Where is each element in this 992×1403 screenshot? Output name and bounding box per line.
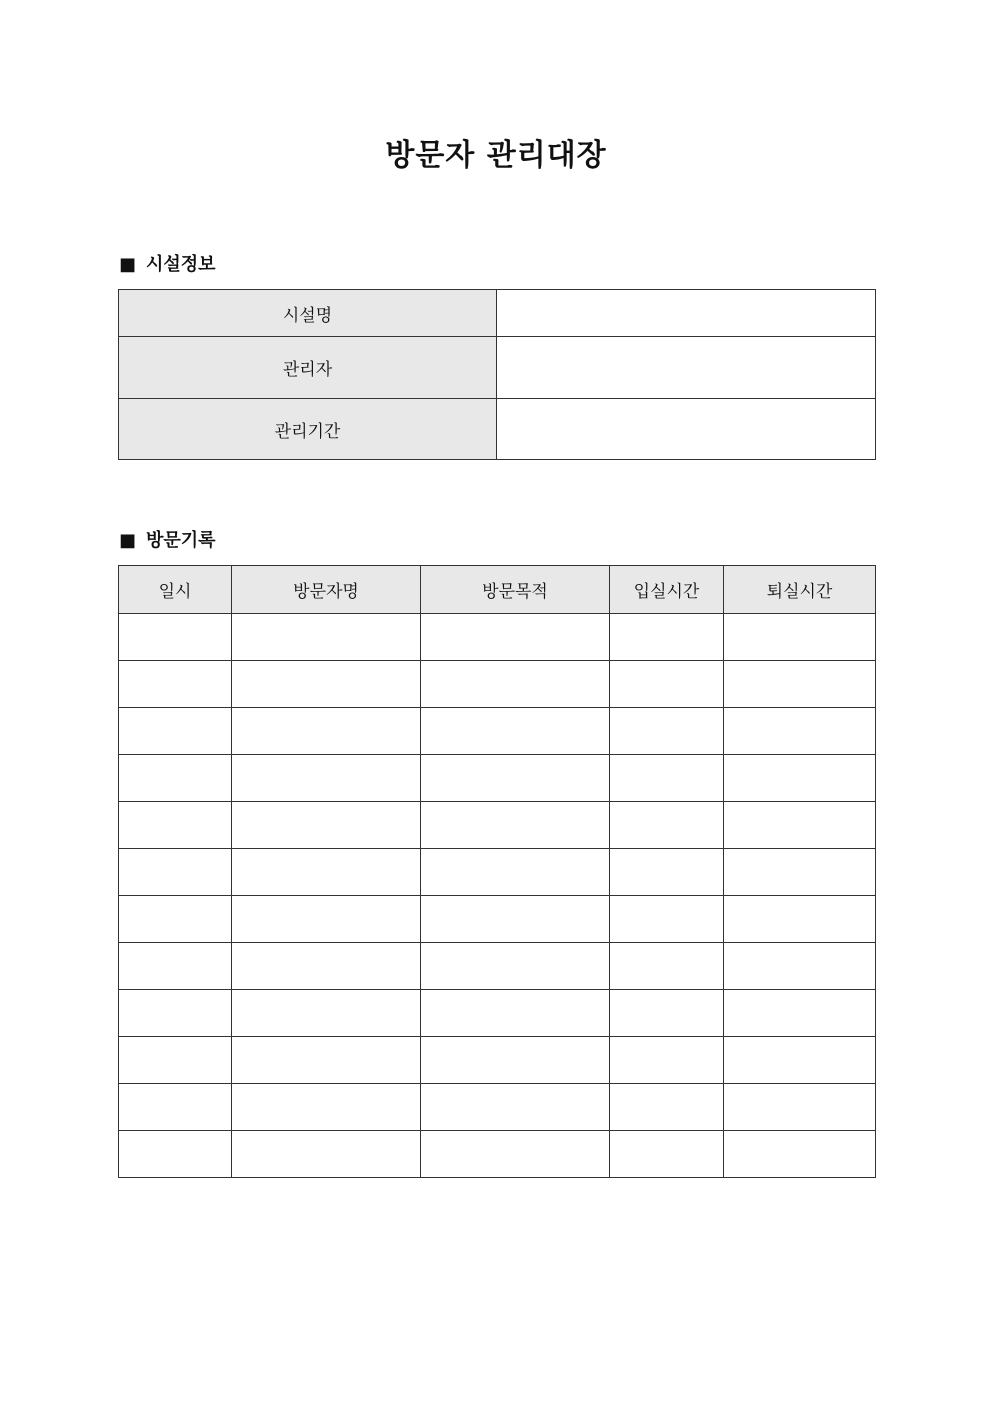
visitor-name-cell[interactable]	[232, 614, 421, 661]
square-bullet-icon: ■	[119, 530, 137, 551]
check-out-cell[interactable]	[724, 990, 876, 1037]
facility-section-heading	[119, 253, 216, 277]
table-row	[119, 990, 876, 1037]
check-in-cell[interactable]	[610, 802, 724, 849]
check-in-cell[interactable]	[610, 661, 724, 708]
purpose-cell[interactable]	[421, 708, 610, 755]
column-header-datetime: 일시	[119, 566, 232, 614]
check-out-cell[interactable]	[724, 849, 876, 896]
column-header-purpose: 방문목적	[421, 566, 610, 614]
purpose-cell[interactable]	[421, 1037, 610, 1084]
check-out-cell[interactable]	[724, 1037, 876, 1084]
facility-info-table	[118, 289, 876, 460]
visitor-name-cell[interactable]	[232, 1037, 421, 1084]
table-row	[119, 708, 876, 755]
purpose-cell[interactable]	[421, 661, 610, 708]
datetime-cell[interactable]	[119, 755, 232, 802]
facility-label-cell: 관리기간	[119, 399, 497, 460]
table-row	[119, 896, 876, 943]
visitor-name-cell[interactable]	[232, 661, 421, 708]
purpose-cell[interactable]	[421, 1131, 610, 1178]
datetime-cell[interactable]	[119, 1084, 232, 1131]
facility-label-cell: 시설명	[119, 290, 497, 337]
check-out-cell[interactable]	[724, 802, 876, 849]
visitor-name-cell[interactable]	[232, 755, 421, 802]
check-out-cell[interactable]	[724, 755, 876, 802]
purpose-cell[interactable]	[421, 614, 610, 661]
table-row	[119, 755, 876, 802]
check-out-cell[interactable]	[724, 896, 876, 943]
purpose-cell[interactable]	[421, 849, 610, 896]
square-bullet-icon: ■	[119, 254, 137, 275]
datetime-cell[interactable]	[119, 708, 232, 755]
datetime-cell[interactable]	[119, 943, 232, 990]
purpose-cell[interactable]	[421, 990, 610, 1037]
management-period-value[interactable]	[497, 399, 876, 460]
purpose-cell[interactable]	[421, 755, 610, 802]
check-in-cell[interactable]	[610, 1131, 724, 1178]
check-in-cell[interactable]	[610, 943, 724, 990]
facility-row	[119, 399, 876, 460]
check-in-cell[interactable]	[610, 1037, 724, 1084]
check-out-cell[interactable]	[724, 1084, 876, 1131]
check-in-cell[interactable]	[610, 990, 724, 1037]
table-row	[119, 802, 876, 849]
visitor-name-cell[interactable]	[232, 1131, 421, 1178]
datetime-cell[interactable]	[119, 849, 232, 896]
facility-name-value[interactable]	[497, 290, 876, 337]
visitor-name-cell[interactable]	[232, 849, 421, 896]
check-in-cell[interactable]	[610, 849, 724, 896]
facility-row	[119, 337, 876, 399]
check-out-cell[interactable]	[724, 661, 876, 708]
table-row	[119, 1131, 876, 1178]
column-header-visitor-name: 방문자명	[232, 566, 421, 614]
facility-row	[119, 290, 876, 337]
table-row	[119, 1037, 876, 1084]
visitor-name-cell[interactable]	[232, 1084, 421, 1131]
purpose-cell[interactable]	[421, 802, 610, 849]
table-row	[119, 661, 876, 708]
datetime-cell[interactable]	[119, 896, 232, 943]
check-in-cell[interactable]	[610, 708, 724, 755]
datetime-cell[interactable]	[119, 1037, 232, 1084]
datetime-cell[interactable]	[119, 614, 232, 661]
purpose-cell[interactable]	[421, 896, 610, 943]
column-header-check-in: 입실시간	[610, 566, 724, 614]
check-out-cell[interactable]	[724, 943, 876, 990]
datetime-cell[interactable]	[119, 990, 232, 1037]
visit-section-heading	[119, 529, 216, 553]
table-row	[119, 1084, 876, 1131]
visitor-name-cell[interactable]	[232, 708, 421, 755]
datetime-cell[interactable]	[119, 661, 232, 708]
visit-log-header-row	[119, 566, 876, 614]
check-in-cell[interactable]	[610, 614, 724, 661]
check-in-cell[interactable]	[610, 896, 724, 943]
visit-log-table	[118, 565, 876, 1178]
column-header-check-out: 퇴실시간	[724, 566, 876, 614]
check-out-cell[interactable]	[724, 708, 876, 755]
check-out-cell[interactable]	[724, 1131, 876, 1178]
purpose-cell[interactable]	[421, 943, 610, 990]
check-in-cell[interactable]	[610, 1084, 724, 1131]
check-in-cell[interactable]	[610, 755, 724, 802]
visitor-name-cell[interactable]	[232, 990, 421, 1037]
visit-section-title: 방문기록	[146, 530, 216, 551]
manager-value[interactable]	[497, 337, 876, 399]
purpose-cell[interactable]	[421, 1084, 610, 1131]
facility-section-title: 시설정보	[146, 254, 216, 275]
visitor-name-cell[interactable]	[232, 943, 421, 990]
visitor-name-cell[interactable]	[232, 802, 421, 849]
table-row	[119, 943, 876, 990]
table-row	[119, 849, 876, 896]
page-title: 방문자 관리대장	[385, 138, 607, 173]
facility-label-cell: 관리자	[119, 337, 497, 399]
datetime-cell[interactable]	[119, 1131, 232, 1178]
datetime-cell[interactable]	[119, 802, 232, 849]
check-out-cell[interactable]	[724, 614, 876, 661]
visitor-name-cell[interactable]	[232, 896, 421, 943]
table-row	[119, 614, 876, 661]
